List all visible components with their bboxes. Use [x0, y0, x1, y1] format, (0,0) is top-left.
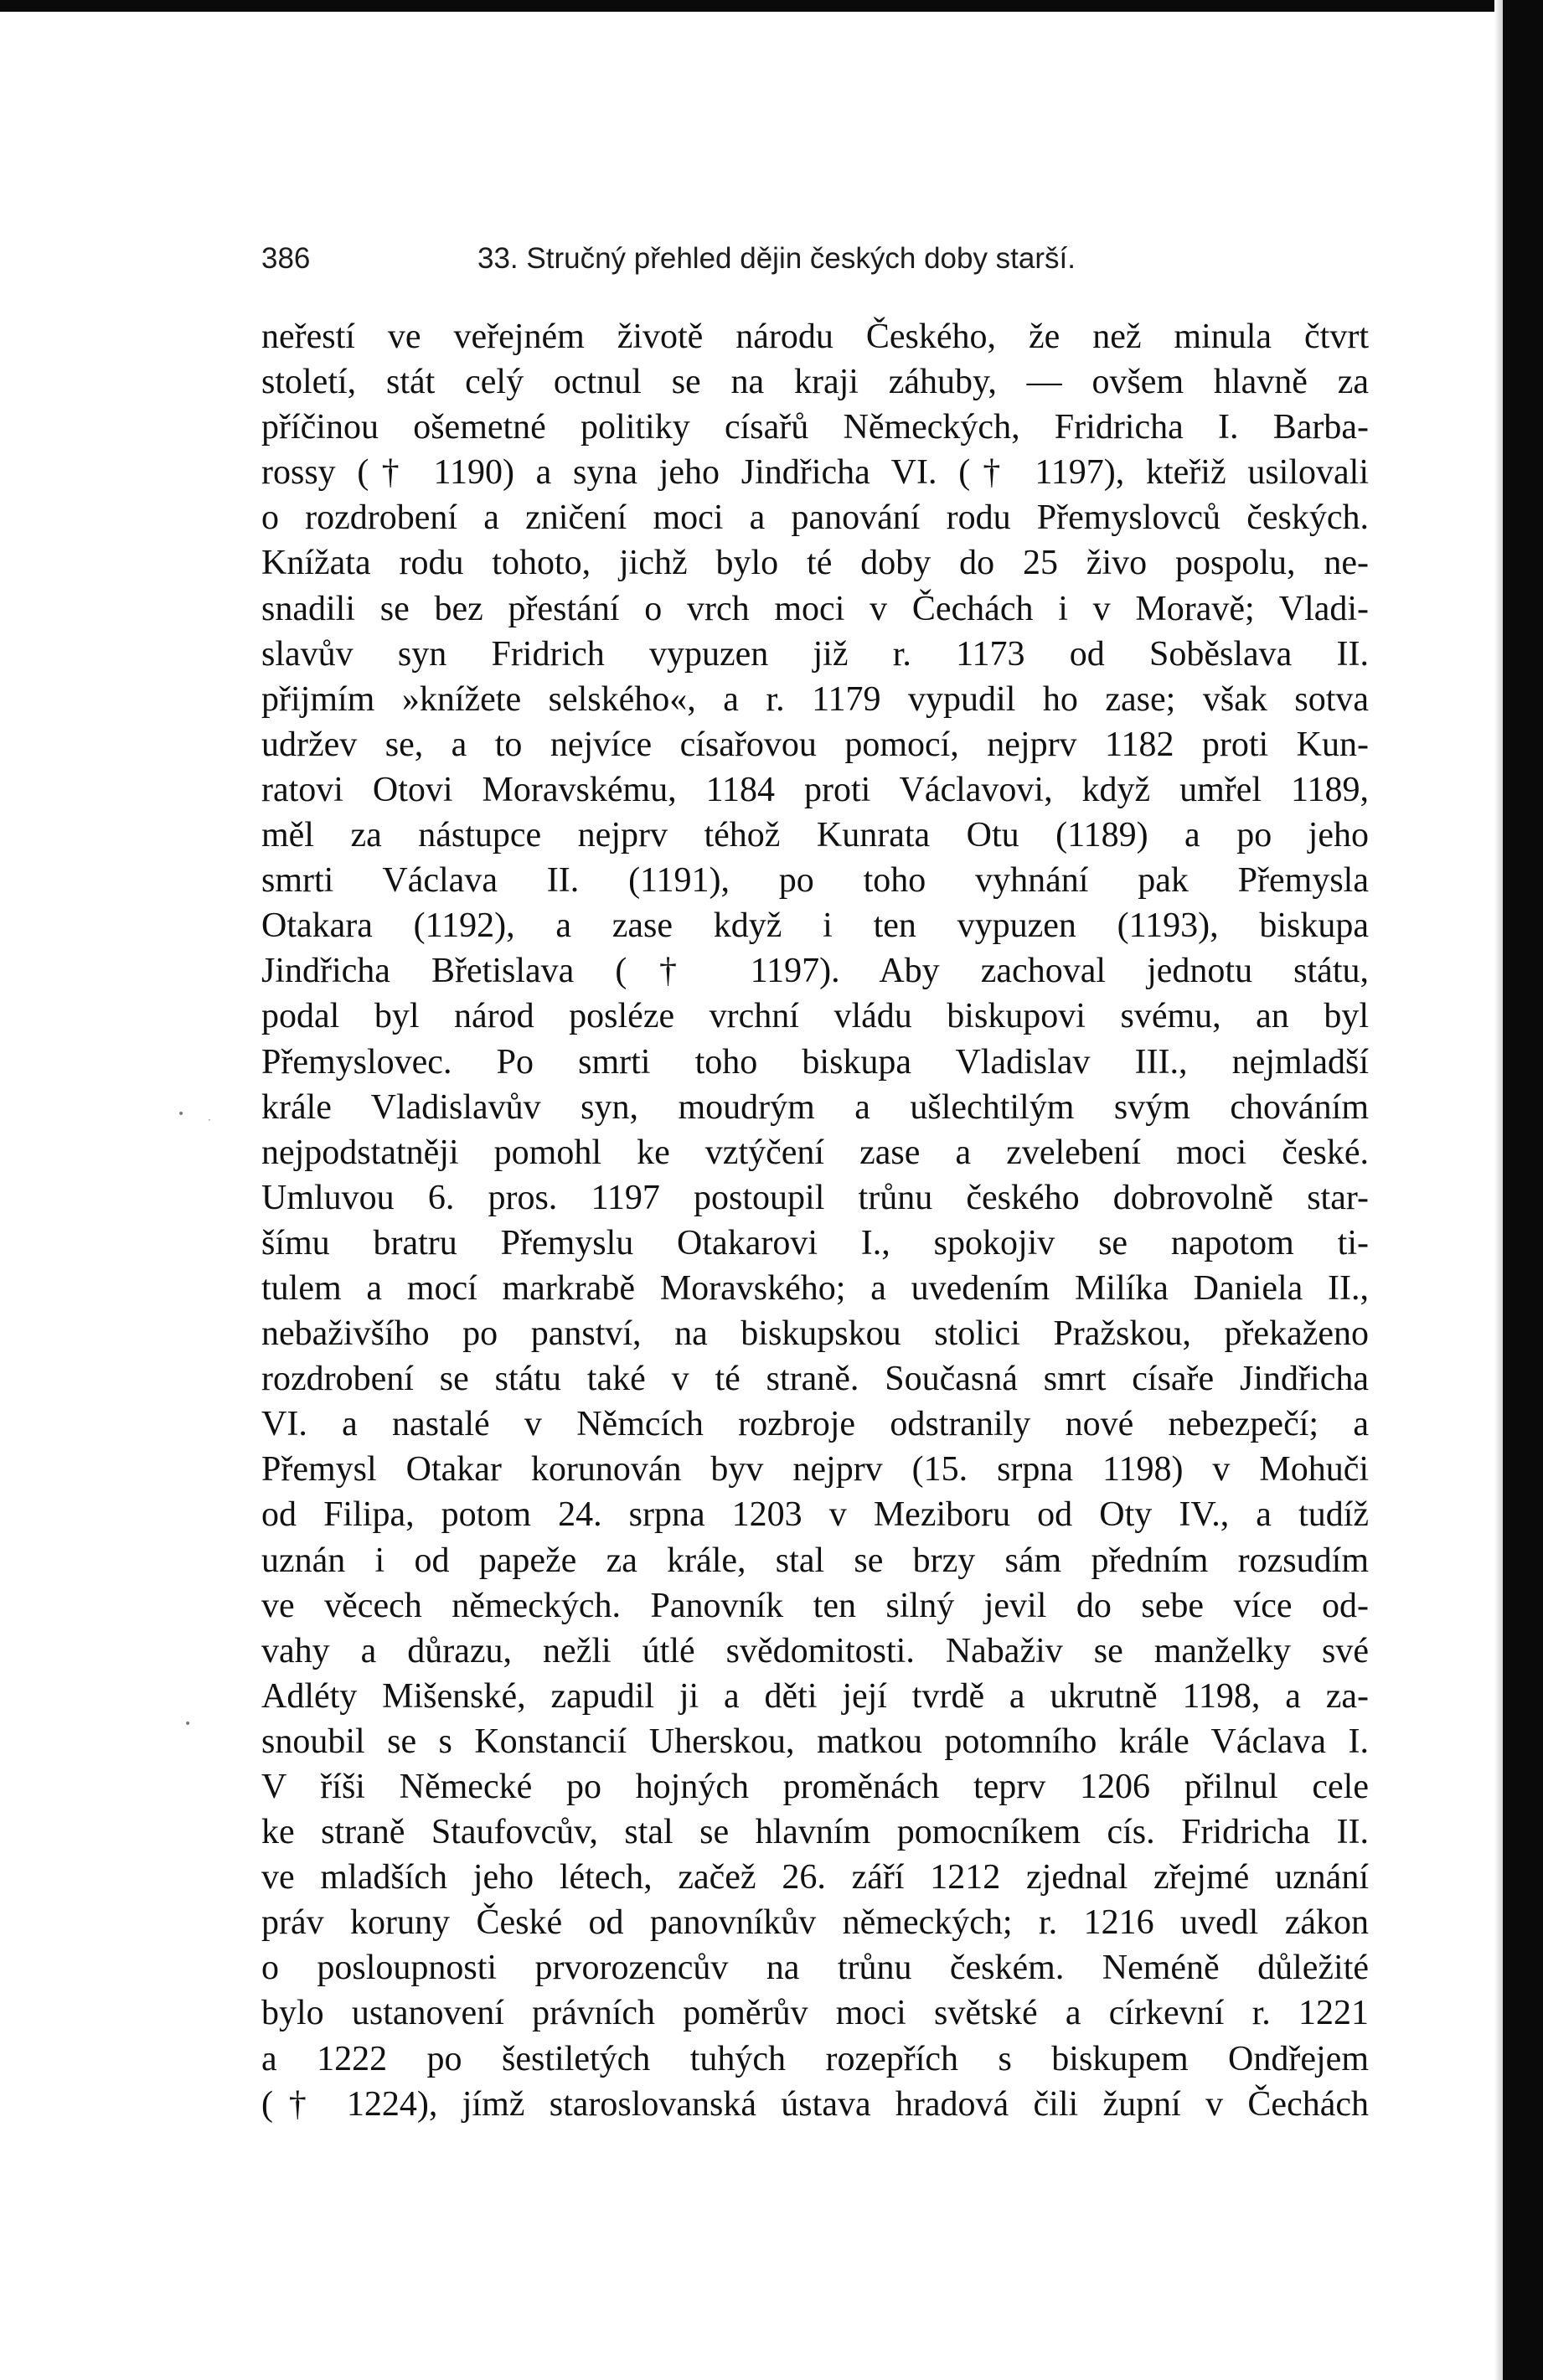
- text-line: Knížata rodu tohoto, jichž bylo té doby do 25 živo pospolu, ne-: [261, 544, 1369, 583]
- text-line: († 1224), jímž staroslovanská ústava hradová čili župní v Čechách: [261, 2084, 1369, 2124]
- text-line: vahy a důrazu, nežli útlé svědomitosti. Nabaživ se manželky své: [261, 1631, 1369, 1670]
- text-line: nejpodstatněji pomohl ke vztýčení zase a zvelebení moci české.: [261, 1133, 1369, 1172]
- text-line: krále Vladislavův syn, moudrým a ušlechtilým svým chováním: [261, 1087, 1369, 1127]
- scan-border-right: [1503, 0, 1543, 2380]
- text-line: práv koruny České od panovníkův německých; r. 1216 uvedl zákon: [261, 1903, 1369, 1943]
- text-line: Přemyslovec. Po smrti toho biskupa Vladislav III., nejmladší: [261, 1042, 1369, 1082]
- text-line: bylo ustanovení právních poměrův moci světské a církevní r. 1221: [261, 1994, 1369, 2033]
- text-line: snadili se bez přestání o vrch moci v Čechách i v Moravě; Vladi-: [261, 589, 1369, 628]
- margin-speck: ·: [208, 1114, 211, 1126]
- text-line: o rozdrobení a zničení moci a panování rodu Přemyslovců českých.: [261, 498, 1369, 538]
- text-line: podal byl národ posléze vrchní vládu biskupovi svému, an byl: [261, 997, 1369, 1036]
- text-line: přijmím »knížete selského«, a r. 1179 vypudil ho zase; však sotva: [261, 679, 1369, 719]
- text-line: Otakara (1192), a zase když i ten vypuzen (1193), biskupa: [261, 906, 1369, 946]
- text-line: měl za nástupce nejprv téhož Kunrata Otu (1189) a po jeho: [261, 816, 1369, 855]
- scan-page-shadow: [1494, 0, 1503, 2380]
- text-line: uznán i od papeže za krále, stal se brzy sám předním rozsudím: [261, 1541, 1369, 1580]
- text-line: a 1222 po šestiletých tuhých rozepřích s biskupem Ondřejem: [261, 2039, 1369, 2078]
- text-line: Přemysl Otakar korunován byv nejprv (15. srpna 1198) v Mohuči: [261, 1450, 1369, 1489]
- text-line: od Filipa, potom 24. srpna 1203 v Meziboru od Oty IV., a tudíž: [261, 1495, 1369, 1535]
- text-line: slavův syn Fridrich vypuzen již r. 1173 od Soběslava II.: [261, 634, 1369, 674]
- scan-border-top: [0, 0, 1543, 12]
- text-line: ke straně Staufovcův, stal se hlavním pomocníkem cís. Fridricha II.: [261, 1813, 1369, 1852]
- text-line: o posloupnosti prvorozencův na trůnu českém. Neméně důležité: [261, 1949, 1369, 1988]
- text-line: neřestí ve veřejném životě národu Českého, že než minula čtvrt: [261, 318, 1369, 356]
- margin-speck: •: [178, 1107, 185, 1121]
- page-number: 386: [261, 242, 311, 275]
- text-line: rossy († 1190) a syna jeho Jindřicha VI. († 1197), kteřiž usilovali: [261, 453, 1369, 493]
- text-line: nebaživšího po panství, na biskupskou stolici Pražskou, překaženo: [261, 1314, 1369, 1354]
- text-line: VI. a nastalé v Němcích rozbroje odstranily nové nebezpečí; a: [261, 1405, 1369, 1444]
- text-line: Jindřicha Břetislava († 1197). Aby zachoval jednotu státu,: [261, 952, 1369, 991]
- text-line: ve věcech německých. Panovník ten silný jevil do sebe více od-: [261, 1586, 1369, 1625]
- text-line: smrti Václava II. (1191), po toho vyhnání pak Přemysla: [261, 861, 1369, 901]
- text-line: ratovi Otovi Moravskému, 1184 proti Václavovi, když umřel 1189,: [261, 770, 1369, 809]
- text-line: V říši Německé po hojných proměnách teprv 1206 přilnul cele: [261, 1768, 1369, 1806]
- text-line: šímu bratru Přemyslu Otakarovi I., spokojiv se napotom ti-: [261, 1223, 1369, 1262]
- text-line: tulem a mocí markrabě Moravského; a uvedením Milíka Daniela II.,: [261, 1268, 1369, 1308]
- text-line: snoubil se s Konstancií Uherskou, matkou potomního krále Václava I.: [261, 1722, 1369, 1761]
- text-line: udržev se, a to nejvíce císařovou pomocí, nejprv 1182 proti Kun-: [261, 725, 1369, 764]
- text-line: ve mladších jeho létech, začež 26. září 1212 zjednal zřejmé uznání: [261, 1858, 1369, 1897]
- text-line: století, stát celý octnul se na kraji záhuby, — ovšem hlavně za: [261, 363, 1369, 402]
- body-text: [261, 314, 1369, 2127]
- text-line: Umluvou 6. pros. 1197 postoupil trůnu českého dobrovolně star-: [261, 1178, 1369, 1217]
- text-line: rozdrobení se státu také v té straně. Současná smrt císaře Jindřicha: [261, 1360, 1369, 1399]
- text-line: příčinou ošemetné politiky císařů Německých, Fridricha I. Barba-: [261, 408, 1369, 447]
- text-line: Adléty Mišenské, zapudil ji a děti její tvrdě a ukrutně 1198, a za-: [261, 1676, 1369, 1716]
- running-head: 33. Stručný přehled dějin českých doby starší.: [477, 242, 1076, 275]
- margin-speck: •: [184, 1717, 192, 1731]
